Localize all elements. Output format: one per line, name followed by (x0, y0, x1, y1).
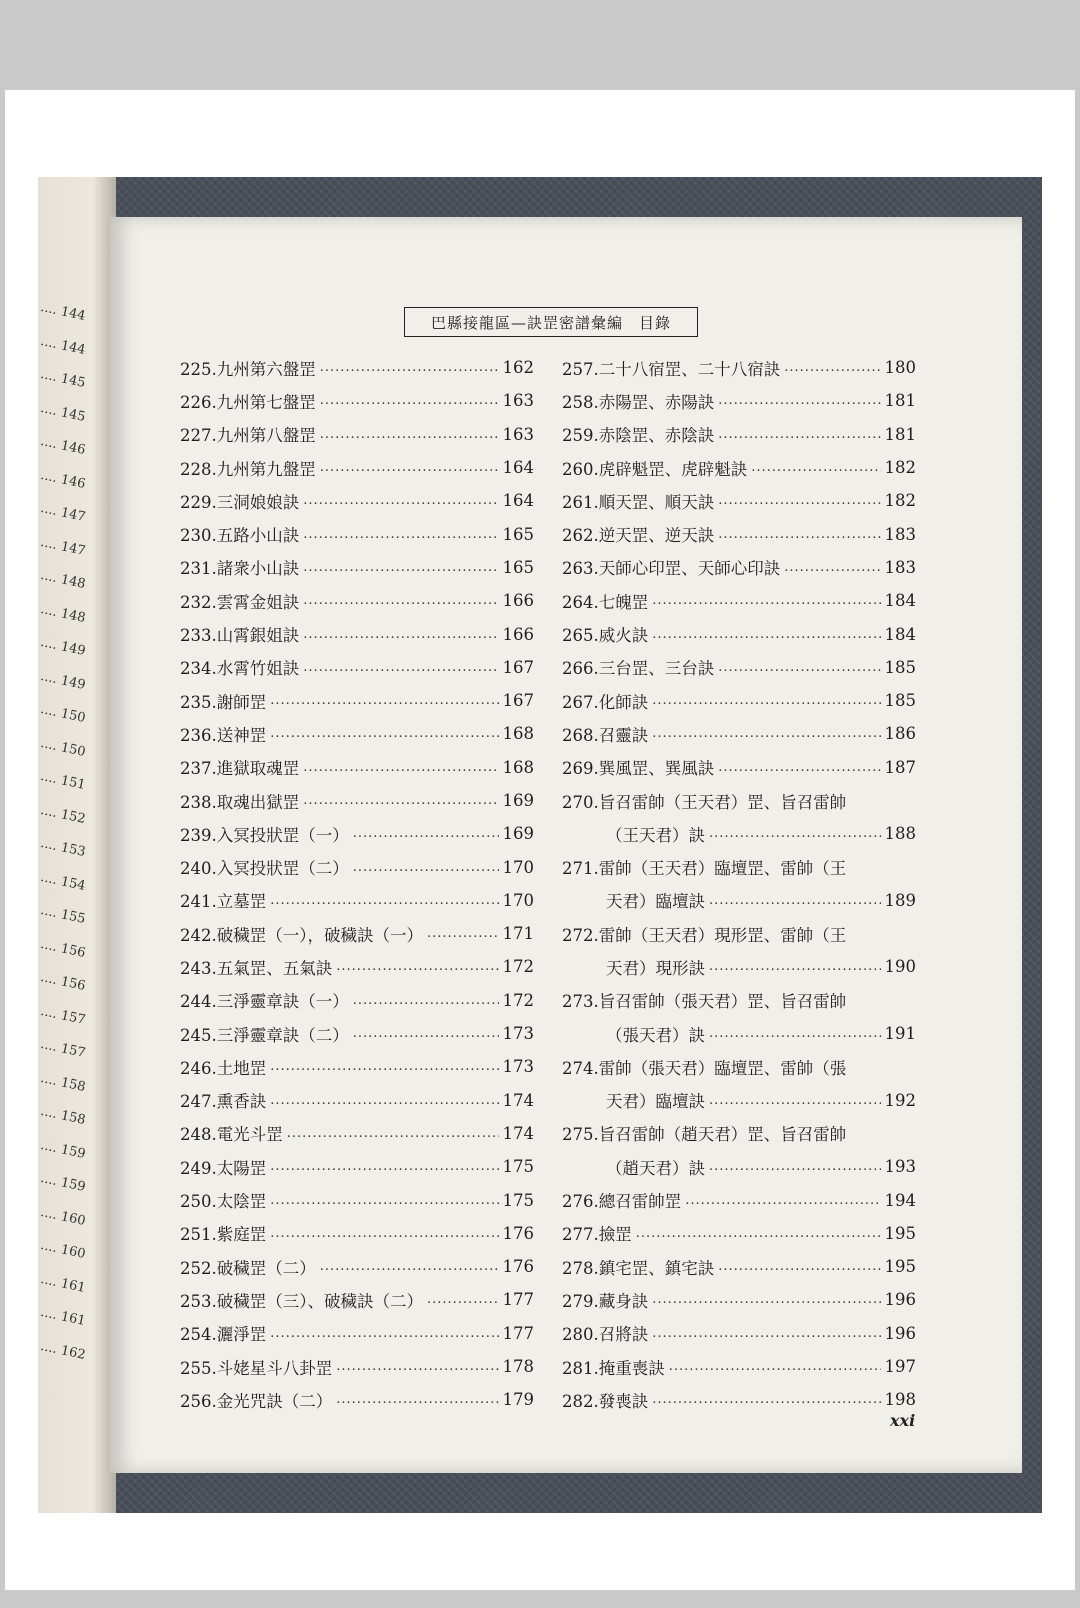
toc-entry (180, 1117, 534, 1150)
dot-leader (303, 760, 498, 775)
toc-entry-page: 172 (502, 990, 534, 1010)
dot-leader (718, 760, 880, 775)
toc-entry-title: 277.撿罡 (562, 1225, 632, 1245)
left-page-number: .... 161 (39, 1304, 87, 1330)
dot-leader (270, 1226, 498, 1241)
dot-leader (784, 360, 880, 375)
toc-entry-page: 164 (502, 491, 534, 511)
dot-leader (270, 1326, 498, 1341)
toc-entry (562, 1017, 916, 1050)
toc-entry-page: 182 (884, 491, 916, 511)
left-page-number: .... 160 (39, 1237, 87, 1263)
left-page-number: .... 160 (39, 1204, 87, 1229)
toc-entry-page: 185 (884, 691, 916, 711)
toc-entry (562, 517, 916, 550)
toc-entry-page: 165 (502, 524, 534, 544)
toc-entry-page: 177 (502, 1323, 534, 1343)
dot-leader (709, 826, 881, 841)
toc-entry (562, 551, 916, 584)
toc-entry (562, 850, 916, 883)
toc-entry-title: 275.旨召雷帥（趙天君）罡、旨召雷帥 (562, 1125, 847, 1145)
dot-leader (270, 693, 498, 708)
toc-entry-page: 188 (884, 824, 916, 844)
toc-entry-title: 282.發喪訣 (562, 1391, 649, 1411)
toc-entry-title: 249.太陽罡 (180, 1158, 267, 1178)
dot-leader (336, 1392, 498, 1407)
left-page-number: .... 144 (39, 333, 87, 358)
toc-entry (562, 1117, 916, 1150)
toc-entry-title: 246.土地罡 (180, 1058, 267, 1078)
toc-entry-title: 255.斗姥星斗八卦罡 (180, 1358, 333, 1378)
toc-entry-title: 245.三淨靈章訣（二） (180, 1025, 349, 1045)
toc-entry-page: 168 (502, 757, 534, 777)
left-page-number: .... 158 (39, 1103, 87, 1129)
page-number: xxi (890, 1411, 916, 1430)
toc-entry-page: 163 (502, 424, 534, 444)
left-page-number: .... 146 (39, 433, 87, 459)
toc-entry-page: 183 (884, 524, 916, 544)
toc-entry-title: 258.赤陽罡、赤陽訣 (562, 392, 715, 412)
toc-entry-title: 251.紫庭罡 (180, 1225, 267, 1245)
dot-leader (652, 627, 880, 642)
toc-entry-title: 227.九州第八盤罡 (180, 426, 316, 446)
toc-entry-title: 257.二十八宿罡、二十八宿訣 (562, 359, 781, 379)
toc-entry (180, 1283, 534, 1316)
toc-entry (180, 1183, 534, 1216)
toc-entry-title: 240.入冥投狀罡（二） (180, 859, 349, 879)
toc-entry (562, 584, 916, 617)
toc-entry (562, 817, 916, 850)
dot-leader (320, 393, 499, 408)
toc-entry-title: 252.破穢罡（二） (180, 1258, 316, 1278)
toc-entry (180, 850, 534, 883)
toc-entry-title: 248.電光斗罡 (180, 1125, 283, 1145)
toc-entry-page: 185 (884, 657, 916, 677)
dot-leader (751, 460, 880, 475)
toc-entry-title: 225.九州第六盤罡 (180, 359, 316, 379)
toc-entry-page: 181 (884, 391, 916, 411)
toc-entry (562, 484, 916, 517)
toc-entry (180, 717, 534, 750)
toc-entry (562, 617, 916, 650)
toc-entry (562, 1183, 916, 1216)
left-page-number: .... 145 (39, 400, 87, 425)
dot-leader (336, 1359, 498, 1374)
toc-entry (180, 1084, 534, 1117)
toc-entry-title: 271.雷帥（王天君）臨壇罡、雷帥（王 (562, 859, 847, 879)
toc-entry-title: 276.總召雷帥罡 (562, 1192, 682, 1212)
toc-entry-title: 天君）現形訣 (606, 958, 705, 978)
dot-leader (718, 1259, 880, 1274)
dot-leader (718, 427, 880, 442)
dot-leader (270, 1059, 498, 1074)
toc-entry-page: 192 (884, 1090, 916, 1110)
toc-entry (562, 1350, 916, 1383)
left-page-number: .... 159 (39, 1137, 87, 1162)
dot-leader (652, 1392, 880, 1407)
toc-entry-page: 174 (502, 1090, 534, 1110)
toc-entry (562, 1317, 916, 1350)
toc-entry-page: 169 (502, 824, 534, 844)
toc-entry-page: 177 (502, 1290, 534, 1310)
dot-leader (718, 393, 880, 408)
toc-entry-title: 256.金光咒訣（二） (180, 1391, 333, 1411)
dot-leader (652, 593, 880, 608)
toc-entry-title: 281.掩重喪訣 (562, 1358, 665, 1378)
toc-entry-page: 198 (884, 1390, 916, 1410)
toc-entry-title: 260.虎辟魁罡、虎辟魁訣 (562, 459, 748, 479)
toc-entry-title: 266.三台罡、三台訣 (562, 659, 715, 679)
toc-entry-page: 189 (884, 890, 916, 910)
toc-entry (180, 984, 534, 1017)
dot-leader (652, 1326, 880, 1341)
toc-entry-page: 163 (502, 391, 534, 411)
toc-entry-title: 261.順天罡、順天訣 (562, 492, 715, 512)
dot-leader (320, 1259, 499, 1274)
toc-entry (562, 1250, 916, 1283)
toc-entry-page: 175 (502, 1190, 534, 1210)
toc-entry-page: 186 (884, 724, 916, 744)
dot-leader (709, 1026, 881, 1041)
left-page-number: .... 144 (39, 299, 87, 325)
left-page-number: .... 151 (39, 768, 87, 794)
toc-entry-page: 182 (884, 458, 916, 478)
toc-entry-title: 231.諸衆小山訣 (180, 559, 300, 579)
dot-leader (718, 527, 880, 542)
dot-leader (353, 860, 499, 875)
dot-leader (303, 660, 498, 675)
dot-leader (353, 993, 499, 1008)
dot-leader (303, 493, 498, 508)
toc-entry-title: 270.旨召雷帥（王天君）罡、旨召雷帥 (562, 792, 847, 812)
toc-entry-page: 167 (502, 657, 534, 677)
toc-entry (180, 684, 534, 717)
toc-entry (180, 784, 534, 817)
toc-entry (180, 418, 534, 451)
page-header: 巴縣接龍區—訣罡密譜彙編 目錄 (404, 307, 698, 337)
toc-entry-title: 230.五路小山訣 (180, 526, 300, 546)
left-page-number: .... 157 (39, 1036, 87, 1062)
toc-entry-page: 166 (502, 591, 534, 611)
toc-entry-page: 180 (884, 358, 916, 378)
toc-entry (180, 551, 534, 584)
toc-entry-page: 187 (884, 757, 916, 777)
toc-entry-page: 173 (502, 1024, 534, 1044)
left-page-number: .... 147 (39, 500, 87, 526)
toc-entry (562, 1383, 916, 1416)
toc-entry-page: 194 (884, 1190, 916, 1210)
toc-entry-title: 232.雲霄金姐訣 (180, 592, 300, 612)
left-page-number: .... 162 (39, 1338, 87, 1363)
toc-entry (562, 1217, 916, 1250)
toc-entry (562, 784, 916, 817)
dot-leader (636, 1226, 881, 1241)
dot-leader (320, 460, 499, 475)
toc-entry (180, 917, 534, 950)
toc-entry (562, 984, 916, 1017)
toc-entry (180, 1217, 534, 1250)
toc-entry-title: 233.山霄銀姐訣 (180, 626, 300, 646)
dot-leader (287, 1126, 499, 1141)
left-page-number: .... 148 (39, 601, 87, 626)
left-page-number: .... 158 (39, 1070, 87, 1095)
left-page-number: .... 147 (39, 534, 87, 559)
toc-entry (562, 751, 916, 784)
left-page-number: .... 148 (39, 567, 87, 593)
toc-entry (562, 451, 916, 484)
toc-entry-page: 196 (884, 1323, 916, 1343)
toc-entry-page: 171 (502, 924, 534, 944)
toc-entry-title: 235.謝師罡 (180, 692, 267, 712)
toc-entry-page: 173 (502, 1057, 534, 1077)
left-page-number: .... 145 (39, 366, 87, 392)
toc-entry-page: 176 (502, 1223, 534, 1243)
toc-entry (180, 884, 534, 917)
toc-entry-title: 274.雷帥（張天君）臨壇罡、雷帥（張 (562, 1058, 847, 1078)
toc-entry (180, 950, 534, 983)
left-page-number: .... 152 (39, 802, 87, 827)
toc-entry-page: 167 (502, 691, 534, 711)
toc-entry-title: 228.九州第九盤罡 (180, 459, 316, 479)
left-page-number: .... 159 (39, 1170, 87, 1196)
toc-entry-title: 226.九州第七盤罡 (180, 392, 316, 412)
toc-entry-title: 267.化師訣 (562, 692, 649, 712)
dot-leader (270, 726, 498, 741)
toc-entry-page: 176 (502, 1257, 534, 1277)
book-photo (38, 177, 1042, 1513)
toc-entry (562, 1150, 916, 1183)
dot-leader (718, 660, 880, 675)
toc-column-left (180, 351, 534, 1417)
dot-leader (303, 560, 498, 575)
toc-entry-title: 241.立墓罡 (180, 892, 267, 912)
toc-entry (562, 950, 916, 983)
toc-entry-title: 247.熏香訣 (180, 1092, 267, 1112)
toc-entry (562, 418, 916, 451)
left-page-number: .... 157 (39, 1003, 87, 1028)
toc-entry-title: 280.召將訣 (562, 1325, 649, 1345)
toc-entry (180, 1250, 534, 1283)
toc-entry-page: 191 (884, 1024, 916, 1044)
dot-leader (320, 360, 499, 375)
toc-entry (562, 1084, 916, 1117)
toc-entry-title: 263.天師心印罡、天師心印訣 (562, 559, 781, 579)
toc-entry-title: 272.雷帥（王天君）現形罡、雷帥（王 (562, 925, 847, 945)
toc-entry-title: 254.灑淨罡 (180, 1325, 267, 1345)
dot-leader (709, 1159, 881, 1174)
toc-entry-page: 166 (502, 624, 534, 644)
toc-entry-title: 天君）臨壇訣 (606, 892, 705, 912)
left-page-number: .... 149 (39, 668, 87, 693)
toc-entry (180, 584, 534, 617)
toc-entry-title: 279.藏身訣 (562, 1291, 649, 1311)
toc-entry (180, 1383, 534, 1416)
toc-entry (562, 1283, 916, 1316)
toc-entry-title: 238.取魂出獄罡 (180, 792, 300, 812)
toc-entry-title: 234.水霄竹姐訣 (180, 659, 300, 679)
left-page-number: .... 154 (39, 869, 87, 894)
dot-leader (270, 1093, 498, 1108)
toc-entry-page: 169 (502, 791, 534, 810)
toc-entry (562, 884, 916, 917)
dot-leader (427, 926, 499, 941)
toc-entry-page: 170 (502, 890, 534, 910)
toc-entry (562, 1050, 916, 1083)
dot-leader (669, 1359, 881, 1374)
left-page-number: .... 150 (39, 701, 87, 727)
toc-entry-page: 174 (502, 1123, 534, 1143)
toc-entry-page: 162 (502, 358, 534, 378)
toc-entry-title: 244.三淨靈章訣（一） (180, 992, 349, 1012)
toc-entry-title: 273.旨召雷帥（張天君）罡、旨召雷帥 (562, 992, 847, 1012)
toc-entry-title: 269.巽風罡、巽風訣 (562, 759, 715, 779)
toc-page (110, 217, 1022, 1473)
toc-entry-title: 278.鎮宅罡、鎮宅訣 (562, 1258, 715, 1278)
toc-entry (180, 817, 534, 850)
left-page-number: .... 149 (39, 634, 87, 660)
toc-entry-title: 243.五氣罡、五氣訣 (180, 958, 333, 978)
toc-entry (180, 1317, 534, 1350)
dot-leader (718, 493, 880, 508)
dot-leader (270, 893, 498, 908)
toc-entry (180, 1150, 534, 1183)
toc-entry (180, 484, 534, 517)
dot-leader (320, 427, 499, 442)
dot-leader (427, 1292, 499, 1307)
toc-entry-title: 262.逆天罡、逆天訣 (562, 526, 715, 546)
dot-leader (652, 693, 880, 708)
toc-entry (180, 351, 534, 384)
toc-entry-page: 193 (884, 1157, 916, 1177)
dot-leader (303, 793, 498, 808)
toc-entry (562, 384, 916, 417)
toc-entry-page: 184 (884, 624, 916, 644)
dot-leader (709, 1093, 881, 1108)
toc-entry (180, 451, 534, 484)
toc-entry-title: 天君）臨壇訣 (606, 1092, 705, 1112)
left-page-number: .... 156 (39, 936, 87, 961)
toc-entry-title: 229.三洞娘娘訣 (180, 492, 300, 512)
toc-entry-page: 190 (884, 957, 916, 977)
dot-leader (303, 593, 498, 608)
left-page-number: .... 150 (39, 735, 87, 760)
left-page-number: .... 153 (39, 835, 87, 861)
dot-leader (685, 1193, 880, 1208)
toc-entry (180, 751, 534, 784)
toc-entry-page: 165 (502, 557, 534, 577)
dot-leader (784, 560, 880, 575)
toc-entry-title: 259.赤陰罡、赤陰訣 (562, 426, 715, 446)
toc-entry-page: 195 (884, 1223, 916, 1243)
toc-entry-title: 236.送神罡 (180, 725, 267, 745)
toc-entry-title: 253.破穢罡（三）、破穢訣（二） (180, 1291, 423, 1311)
dot-leader (270, 1193, 498, 1208)
toc-entry (180, 517, 534, 550)
toc-entry-page: 179 (502, 1390, 534, 1410)
left-page-number: .... 161 (39, 1271, 87, 1296)
toc-entry-title: 250.太陰罡 (180, 1192, 267, 1212)
dot-leader (270, 1159, 498, 1174)
toc-entry-page: 197 (884, 1357, 916, 1377)
dot-leader (336, 959, 498, 974)
toc-entry-page: 195 (884, 1257, 916, 1277)
toc-entry (562, 717, 916, 750)
dot-leader (652, 1292, 880, 1307)
left-page-number: .... 156 (39, 969, 87, 995)
toc-entry-page: 196 (884, 1290, 916, 1310)
toc-entry (180, 1017, 534, 1050)
dot-leader (353, 826, 499, 841)
dot-leader (709, 959, 881, 974)
toc-entry-page: 172 (502, 957, 534, 977)
toc-entry-page: 164 (502, 458, 534, 478)
toc-entry (562, 651, 916, 684)
toc-entry-title: 237.進獄取魂罡 (180, 759, 300, 779)
toc-entry (180, 1050, 534, 1083)
toc-entry-title: （張天君）訣 (606, 1025, 705, 1045)
toc-column-right (562, 351, 916, 1417)
toc-entry-page: 175 (502, 1157, 534, 1177)
left-page-number: .... 146 (39, 467, 87, 492)
toc-entry (562, 351, 916, 384)
dot-leader (709, 893, 881, 908)
dot-leader (303, 627, 498, 642)
toc-entry-page: 170 (502, 857, 534, 877)
toc-entry-page: 183 (884, 557, 916, 577)
dot-leader (303, 527, 498, 542)
toc-entry-title: （王天君）訣 (606, 825, 705, 845)
toc-entry-page: 184 (884, 591, 916, 611)
toc-entry (562, 917, 916, 950)
toc-entry (180, 651, 534, 684)
toc-entry-page: 168 (502, 724, 534, 744)
toc-entry (180, 384, 534, 417)
toc-entry (562, 684, 916, 717)
toc-entry-title: （趙天君）訣 (606, 1158, 705, 1178)
toc-entry-title: 268.召靈訣 (562, 725, 649, 745)
toc-entry-page: 178 (502, 1357, 534, 1377)
left-page-edge (38, 177, 116, 1513)
dot-leader (652, 726, 880, 741)
toc-entry (180, 1350, 534, 1383)
toc-entry-title: 265.烕火訣 (562, 626, 649, 646)
left-page-number: .... 155 (39, 902, 87, 928)
toc-entry-page: 181 (884, 424, 916, 444)
toc-entry-title: 239.入冥投狀罡（一） (180, 825, 349, 845)
toc-entry-title: 264.七魄罡 (562, 592, 649, 612)
toc-entry-title: 242.破穢罡（一），破穢訣（一） (180, 925, 423, 945)
dot-leader (353, 1026, 499, 1041)
toc-entry (180, 617, 534, 650)
